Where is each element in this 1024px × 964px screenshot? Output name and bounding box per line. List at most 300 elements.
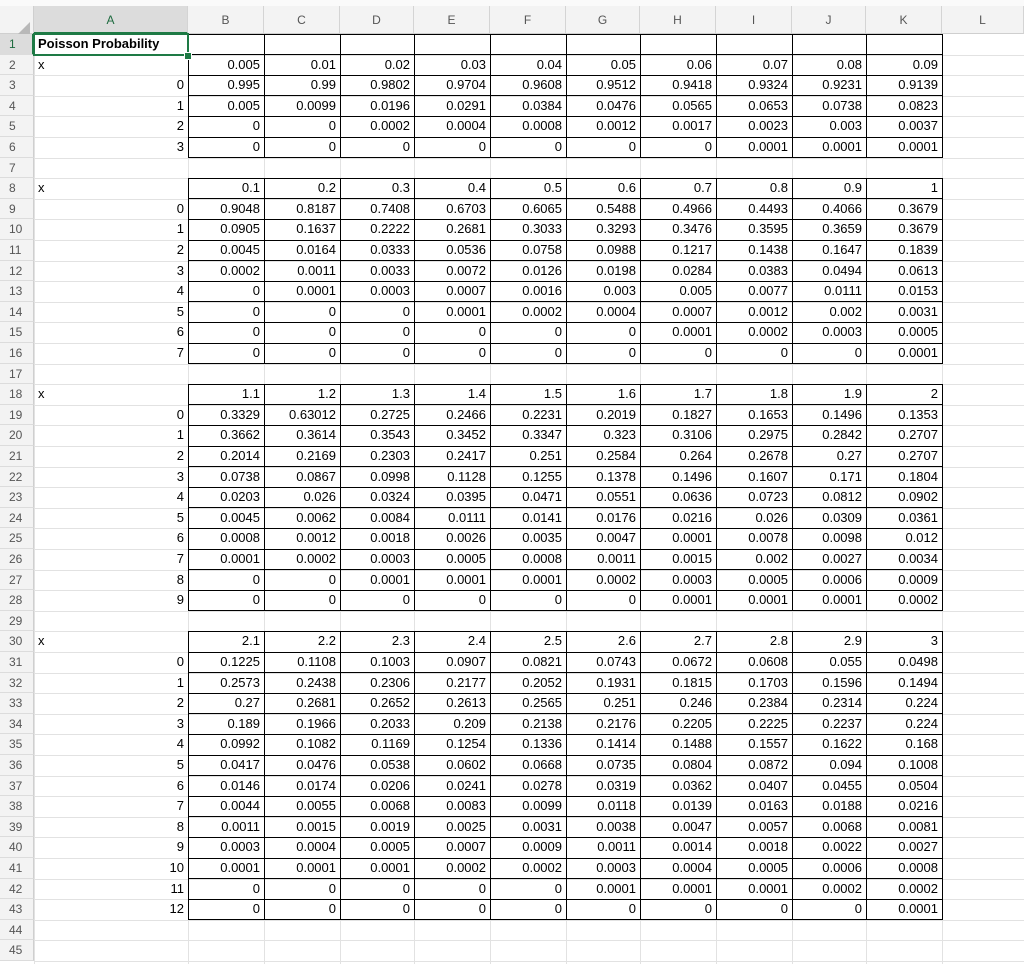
probability-cell[interactable]: 0.4066 (822, 200, 862, 216)
row-header-31[interactable]: 31 (0, 652, 34, 673)
probability-cell[interactable]: 0.0057 (748, 818, 788, 834)
row-header-2[interactable]: 2 (0, 55, 34, 76)
probability-cell[interactable]: 0 (328, 592, 336, 608)
probability-cell[interactable]: 0.0006 (822, 571, 862, 587)
probability-cell[interactable]: 0 (328, 345, 336, 360)
probability-cell[interactable]: 0.0072 (446, 262, 486, 278)
row-header-3[interactable]: 3 (0, 75, 34, 96)
probability-cell[interactable]: 0.0383 (748, 262, 788, 278)
probability-cell[interactable]: 0.2019 (596, 406, 636, 422)
probability-cell[interactable]: 0 (252, 880, 260, 896)
probability-cell[interactable]: 0 (554, 324, 562, 340)
probability-cell[interactable]: 0.1488 (672, 736, 712, 752)
probability-cell[interactable]: 0.0002 (220, 262, 260, 278)
probability-cell[interactable]: 0 (402, 880, 410, 896)
probability-cell[interactable]: 0.1438 (748, 242, 788, 257)
probability-cell[interactable]: 0.323 (603, 427, 636, 443)
x-value[interactable]: 1 (176, 427, 184, 443)
row-header-30[interactable]: 30 (0, 631, 34, 652)
probability-cell[interactable]: 0.0003 (220, 839, 260, 855)
probability-cell[interactable]: 0.1647 (822, 242, 862, 257)
probability-cell[interactable]: 0.0022 (822, 839, 862, 855)
probability-cell[interactable]: 0.3543 (370, 427, 410, 443)
x-value[interactable]: 2 (176, 242, 184, 257)
row-header-1[interactable]: 1 (0, 34, 34, 55)
probability-cell[interactable]: 0.0001 (748, 592, 788, 608)
probability-cell[interactable]: 0.27 (234, 695, 260, 711)
probability-cell[interactable]: 0.0216 (898, 798, 938, 814)
probability-cell[interactable]: 0 (402, 345, 410, 360)
probability-cell[interactable]: 0.3659 (822, 221, 862, 237)
probability-cell[interactable]: 0.0044 (220, 798, 260, 814)
probability-cell[interactable]: 0.0001 (370, 571, 410, 587)
probability-cell[interactable]: 0.1254 (446, 736, 486, 752)
probability-cell[interactable]: 0.9802 (370, 77, 410, 93)
probability-cell[interactable]: 0.0003 (596, 860, 636, 875)
probability-cell[interactable]: 0.0988 (596, 242, 636, 257)
probability-cell[interactable]: 0 (478, 139, 486, 154)
probability-cell[interactable]: 0 (252, 571, 260, 587)
x-value[interactable]: 5 (176, 757, 184, 772)
probability-cell[interactable]: 0.0001 (220, 860, 260, 875)
probability-cell[interactable]: 0.0081 (898, 818, 938, 834)
probability-cell[interactable]: 0 (402, 139, 410, 154)
probability-cell[interactable]: 0.0068 (370, 798, 410, 814)
x-value[interactable]: 3 (176, 715, 184, 731)
probability-cell[interactable]: 0.0872 (748, 757, 788, 772)
lambda-header[interactable]: 1.4 (467, 386, 486, 402)
probability-cell[interactable]: 0.251 (603, 695, 636, 711)
lambda-header[interactable]: 2.8 (769, 633, 788, 649)
probability-cell[interactable]: 0.0198 (596, 262, 636, 278)
probability-cell[interactable]: 0.0362 (672, 777, 712, 793)
probability-cell[interactable]: 0.0002 (748, 324, 788, 340)
probability-cell[interactable]: 0.005 (227, 97, 260, 113)
probability-cell[interactable]: 0 (780, 345, 788, 360)
column-header-j[interactable]: J (792, 6, 866, 34)
probability-cell[interactable]: 0.0004 (296, 839, 336, 855)
probability-cell[interactable]: 0.0018 (370, 530, 410, 546)
probability-cell[interactable]: 0.63012 (289, 406, 336, 422)
probability-cell[interactable]: 0.0867 (296, 468, 336, 484)
probability-cell[interactable]: 0.3679 (898, 221, 938, 237)
probability-cell[interactable]: 0.0027 (822, 551, 862, 566)
row-header-45[interactable]: 45 (0, 940, 34, 961)
probability-cell[interactable]: 0 (478, 592, 486, 608)
probability-cell[interactable]: 0.2707 (898, 427, 938, 443)
probability-cell[interactable]: 0 (554, 139, 562, 154)
probability-cell[interactable]: 0 (704, 901, 712, 917)
probability-cell[interactable]: 0 (554, 880, 562, 896)
probability-cell[interactable]: 0.1496 (822, 406, 862, 422)
probability-cell[interactable]: 0.1557 (748, 736, 788, 752)
lambda-header[interactable]: 0.3 (391, 180, 410, 196)
lambda-header[interactable]: 0.9 (843, 180, 862, 196)
probability-cell[interactable]: 0.0291 (446, 97, 486, 113)
probability-cell[interactable]: 0.0395 (446, 489, 486, 505)
probability-cell[interactable]: 0.0078 (748, 530, 788, 546)
sheet-title[interactable]: Poisson Probability (38, 36, 160, 51)
probability-cell[interactable]: 0 (554, 901, 562, 917)
column-header-b[interactable]: B (188, 6, 264, 34)
row-header-37[interactable]: 37 (0, 776, 34, 797)
column-header-h[interactable]: H (640, 6, 716, 34)
probability-cell[interactable]: 0.3347 (522, 427, 562, 443)
probability-cell[interactable]: 0.0011 (297, 262, 336, 278)
probability-cell[interactable]: 0.2678 (748, 448, 788, 463)
row-header-42[interactable]: 42 (0, 879, 34, 900)
row-header-8[interactable]: 8 (0, 178, 34, 199)
probability-cell[interactable]: 0.0006 (822, 860, 862, 875)
probability-cell[interactable]: 0.0099 (522, 798, 562, 814)
probability-cell[interactable]: 0.0455 (822, 777, 862, 793)
lambda-header[interactable]: 0.7 (693, 180, 712, 196)
probability-cell[interactable]: 0.0015 (296, 818, 336, 834)
probability-cell[interactable]: 0 (478, 324, 486, 340)
probability-cell[interactable]: 0.0668 (522, 757, 562, 772)
probability-cell[interactable]: 0 (628, 901, 636, 917)
probability-cell[interactable]: 0.002 (829, 303, 862, 319)
probability-cell[interactable]: 0.0723 (748, 489, 788, 505)
x-value[interactable]: 2 (176, 118, 184, 134)
column-header-k[interactable]: K (866, 6, 942, 34)
probability-cell[interactable]: 0.0002 (898, 880, 938, 896)
probability-cell[interactable]: 0.2652 (370, 695, 410, 711)
probability-cell[interactable]: 0.3106 (672, 427, 712, 443)
x-value[interactable]: 7 (176, 345, 184, 360)
probability-cell[interactable]: 0 (478, 345, 486, 360)
probability-cell[interactable]: 0.0026 (446, 530, 486, 546)
probability-cell[interactable]: 0.1653 (748, 406, 788, 422)
probability-cell[interactable]: 0.3614 (296, 427, 336, 443)
probability-cell[interactable]: 0.9704 (446, 77, 486, 93)
lambda-header[interactable]: 0.05 (610, 56, 636, 72)
probability-cell[interactable]: 0.99 (310, 77, 336, 93)
probability-cell[interactable]: 0.0992 (220, 736, 260, 752)
row-header-21[interactable]: 21 (0, 446, 34, 467)
probability-cell[interactable]: 0.224 (905, 695, 938, 711)
column-header-l[interactable]: L (942, 6, 1024, 34)
x-value[interactable]: 0 (176, 406, 184, 422)
probability-cell[interactable]: 0.2306 (370, 674, 410, 690)
lambda-header[interactable]: 2.6 (617, 633, 636, 649)
probability-cell[interactable]: 0.0001 (748, 880, 788, 896)
probability-cell[interactable]: 0.1082 (296, 736, 336, 752)
probability-cell[interactable]: 0.0309 (822, 509, 862, 525)
lambda-header[interactable]: 0.8 (769, 180, 788, 196)
probability-cell[interactable]: 0.0011 (597, 551, 636, 566)
probability-cell[interactable]: 0.2417 (446, 448, 486, 463)
probability-cell[interactable]: 0.9418 (672, 77, 712, 93)
probability-cell[interactable]: 0.3679 (898, 200, 938, 216)
probability-cell[interactable]: 0.0002 (596, 571, 636, 587)
row-header-43[interactable]: 43 (0, 899, 34, 920)
probability-cell[interactable]: 0.2177 (446, 674, 486, 690)
probability-cell[interactable]: 0.0001 (672, 880, 712, 896)
x-value[interactable]: 6 (176, 530, 184, 546)
probability-cell[interactable]: 0.0034 (898, 551, 938, 566)
probability-cell[interactable]: 0.0002 (522, 860, 562, 875)
x-value[interactable]: 0 (176, 654, 184, 669)
lambda-header[interactable]: 0.02 (384, 56, 410, 72)
probability-cell[interactable]: 0.003 (829, 118, 862, 134)
x-value[interactable]: 2 (176, 448, 184, 463)
probability-cell[interactable]: 0.0045 (220, 509, 260, 525)
probability-cell[interactable]: 0.0001 (446, 571, 486, 587)
probability-cell[interactable]: 0 (402, 324, 410, 340)
probability-cell[interactable]: 0.0003 (370, 283, 410, 299)
x-value[interactable]: 6 (176, 324, 184, 340)
probability-cell[interactable]: 0.0384 (522, 97, 562, 113)
lambda-header[interactable]: 1.2 (317, 386, 336, 402)
probability-cell[interactable]: 0 (854, 901, 862, 917)
probability-cell[interactable]: 0.0016 (522, 283, 562, 299)
x-value[interactable]: 1 (176, 97, 184, 113)
lambda-header[interactable]: 2.9 (843, 633, 862, 649)
probability-cell[interactable]: 0.0498 (898, 654, 938, 669)
probability-cell[interactable]: 0.1128 (447, 468, 486, 484)
lambda-header[interactable]: 1.9 (843, 386, 862, 402)
probability-cell[interactable]: 0.0031 (522, 818, 562, 834)
probability-cell[interactable]: 0.055 (829, 654, 862, 669)
probability-cell[interactable]: 0.0738 (822, 97, 862, 113)
probability-cell[interactable]: 0.2975 (748, 427, 788, 443)
probability-cell[interactable]: 0 (402, 901, 410, 917)
probability-cell[interactable]: 0.0035 (522, 530, 562, 546)
probability-cell[interactable]: 0.251 (529, 448, 562, 463)
probability-cell[interactable]: 0.0319 (596, 777, 636, 793)
probability-cell[interactable]: 0.0153 (898, 283, 938, 299)
probability-cell[interactable]: 0.3662 (220, 427, 260, 443)
probability-cell[interactable]: 0 (704, 139, 712, 154)
probability-cell[interactable]: 0.0014 (672, 839, 712, 855)
lambda-header[interactable]: 2.4 (467, 633, 486, 649)
x-value[interactable]: 4 (176, 489, 184, 505)
probability-cell[interactable]: 0.1108 (297, 654, 336, 669)
x-value[interactable]: 6 (176, 777, 184, 793)
probability-cell[interactable]: 0.0551 (596, 489, 636, 505)
x-value[interactable]: 5 (176, 303, 184, 319)
probability-cell[interactable]: 0.0002 (898, 592, 938, 608)
row-header-44[interactable]: 44 (0, 920, 34, 941)
probability-cell[interactable]: 0.0012 (748, 303, 788, 319)
probability-cell[interactable]: 0.0037 (898, 118, 938, 134)
column-header-f[interactable]: F (490, 6, 566, 34)
lambda-header[interactable]: 2 (930, 386, 938, 402)
probability-cell[interactable]: 0.0008 (220, 530, 260, 546)
x-label[interactable]: x (38, 56, 45, 72)
column-header-a[interactable]: A (34, 6, 188, 34)
probability-cell[interactable]: 0.0002 (522, 303, 562, 319)
row-header-14[interactable]: 14 (0, 302, 34, 323)
x-value[interactable]: 4 (176, 283, 184, 299)
lambda-header[interactable]: 0.07 (762, 56, 788, 72)
probability-cell[interactable]: 0 (402, 303, 410, 319)
probability-cell[interactable]: 0.0111 (448, 509, 486, 525)
probability-cell[interactable]: 0.0206 (370, 777, 410, 793)
probability-cell[interactable]: 0.005 (679, 283, 712, 299)
x-value[interactable]: 9 (176, 592, 184, 608)
probability-cell[interactable]: 0 (252, 592, 260, 608)
lambda-header[interactable]: 0.4 (467, 180, 486, 196)
probability-cell[interactable]: 0.6065 (522, 200, 562, 216)
probability-cell[interactable]: 0.209 (453, 715, 486, 731)
row-header-28[interactable]: 28 (0, 590, 34, 611)
probability-cell[interactable]: 0.1378 (596, 468, 636, 484)
probability-cell[interactable]: 0.1607 (748, 468, 788, 484)
probability-cell[interactable]: 0 (252, 345, 260, 360)
probability-cell[interactable]: 0.2384 (748, 695, 788, 711)
row-header-4[interactable]: 4 (0, 96, 34, 117)
x-value[interactable]: 9 (176, 839, 184, 855)
probability-cell[interactable]: 0.002 (755, 551, 788, 566)
probability-cell[interactable]: 0.0118 (597, 798, 636, 814)
probability-cell[interactable]: 0.4966 (672, 200, 712, 216)
probability-cell[interactable]: 0.1336 (522, 736, 562, 752)
probability-cell[interactable]: 0.0008 (898, 860, 938, 875)
probability-cell[interactable]: 0.0176 (596, 509, 636, 525)
probability-cell[interactable]: 0.224 (905, 715, 938, 731)
lambda-header[interactable]: 1.7 (693, 386, 712, 402)
probability-cell[interactable]: 0.0015 (672, 551, 712, 566)
row-header-9[interactable]: 9 (0, 199, 34, 220)
probability-cell[interactable]: 0 (628, 324, 636, 340)
lambda-header[interactable]: 0.04 (536, 56, 562, 72)
probability-cell[interactable]: 0.0146 (220, 777, 260, 793)
probability-cell[interactable]: 0.0005 (898, 324, 938, 340)
probability-cell[interactable]: 0.0045 (220, 242, 260, 257)
row-header-25[interactable]: 25 (0, 528, 34, 549)
probability-cell[interactable]: 0.1637 (296, 221, 336, 237)
probability-cell[interactable]: 0.0005 (748, 860, 788, 875)
row-header-18[interactable]: 18 (0, 384, 34, 405)
probability-cell[interactable]: 0.168 (905, 736, 938, 752)
probability-cell[interactable]: 0.246 (679, 695, 712, 711)
probability-cell[interactable]: 0.0001 (220, 551, 260, 566)
probability-cell[interactable]: 0.0174 (296, 777, 336, 793)
probability-cell[interactable]: 0.0476 (296, 757, 336, 772)
probability-cell[interactable]: 0 (328, 118, 336, 134)
probability-cell[interactable]: 0 (252, 139, 260, 154)
lambda-header[interactable]: 0.005 (227, 56, 260, 72)
row-header-23[interactable]: 23 (0, 487, 34, 508)
probability-cell[interactable]: 0 (328, 303, 336, 319)
row-header-32[interactable]: 32 (0, 673, 34, 694)
lambda-header[interactable]: 0.2 (317, 180, 336, 196)
x-value[interactable]: 10 (169, 860, 184, 875)
probability-cell[interactable]: 0.0068 (822, 818, 862, 834)
probability-cell[interactable]: 0.9048 (220, 200, 260, 216)
column-header-c[interactable]: C (264, 6, 340, 34)
lambda-header[interactable]: 3 (930, 633, 938, 649)
probability-cell[interactable]: 0.0001 (898, 139, 938, 154)
probability-cell[interactable]: 0.0804 (672, 757, 712, 772)
probability-cell[interactable]: 0.0536 (446, 242, 486, 257)
probability-cell[interactable]: 0.1225 (220, 654, 260, 669)
probability-cell[interactable]: 0.1008 (898, 757, 938, 772)
probability-cell[interactable]: 0.0031 (898, 303, 938, 319)
probability-cell[interactable]: 0.2138 (522, 715, 562, 731)
fill-handle[interactable] (184, 52, 192, 60)
probability-cell[interactable]: 0.0672 (672, 654, 712, 669)
probability-cell[interactable]: 0.0002 (370, 118, 410, 134)
x-value[interactable]: 7 (176, 798, 184, 814)
x-value[interactable]: 3 (176, 468, 184, 484)
probability-cell[interactable]: 0.0007 (446, 283, 486, 299)
row-header-38[interactable]: 38 (0, 796, 34, 817)
probability-cell[interactable]: 0.2169 (296, 448, 336, 463)
row-header-11[interactable]: 11 (0, 240, 34, 261)
probability-cell[interactable]: 0.0007 (672, 303, 712, 319)
probability-cell[interactable]: 0 (328, 880, 336, 896)
probability-cell[interactable]: 0 (628, 592, 636, 608)
probability-cell[interactable]: 0.0005 (446, 551, 486, 566)
probability-cell[interactable]: 0.3293 (596, 221, 636, 237)
probability-cell[interactable]: 0.0033 (370, 262, 410, 278)
probability-cell[interactable]: 0.1353 (898, 406, 938, 422)
probability-cell[interactable]: 0.0038 (596, 818, 636, 834)
x-value[interactable]: 7 (176, 551, 184, 566)
column-header-g[interactable]: G (566, 6, 640, 34)
probability-cell[interactable]: 0.189 (227, 715, 260, 731)
row-header-5[interactable]: 5 (0, 116, 34, 137)
probability-cell[interactable]: 0.0077 (748, 283, 788, 299)
probability-cell[interactable]: 0 (252, 324, 260, 340)
probability-cell[interactable]: 0.2205 (672, 715, 712, 731)
probability-cell[interactable]: 0.0602 (446, 757, 486, 772)
probability-cell[interactable]: 0.0278 (522, 777, 562, 793)
probability-cell[interactable]: 0.1703 (748, 674, 788, 690)
probability-cell[interactable]: 0.0196 (370, 97, 410, 113)
probability-cell[interactable]: 0.0111 (824, 283, 862, 299)
probability-cell[interactable]: 0.0012 (596, 118, 636, 134)
row-header-27[interactable]: 27 (0, 570, 34, 591)
probability-cell[interactable]: 0.0001 (748, 139, 788, 154)
probability-cell[interactable]: 0.9512 (596, 77, 636, 93)
probability-cell[interactable]: 0 (252, 901, 260, 917)
lambda-header[interactable]: 2.1 (241, 633, 260, 649)
probability-cell[interactable]: 0.0613 (898, 262, 938, 278)
probability-cell[interactable]: 0.0083 (446, 798, 486, 814)
probability-cell[interactable]: 0.0003 (822, 324, 862, 340)
probability-cell[interactable]: 0.0565 (672, 97, 712, 113)
probability-cell[interactable]: 0.2303 (370, 448, 410, 463)
probability-cell[interactable]: 0.0009 (522, 839, 562, 855)
probability-cell[interactable]: 0.0012 (296, 530, 336, 546)
probability-cell[interactable]: 0.2176 (596, 715, 636, 731)
row-header-13[interactable]: 13 (0, 281, 34, 302)
probability-cell[interactable]: 0.0812 (822, 489, 862, 505)
probability-cell[interactable]: 0.0017 (672, 118, 712, 134)
probability-cell[interactable]: 0.0027 (898, 839, 938, 855)
probability-cell[interactable]: 0.0163 (748, 798, 788, 814)
probability-cell[interactable]: 0.0001 (296, 860, 336, 875)
probability-cell[interactable]: 0.9139 (898, 77, 938, 93)
x-value[interactable]: 12 (169, 901, 184, 917)
probability-cell[interactable]: 0.0738 (220, 468, 260, 484)
probability-cell[interactable]: 0 (554, 345, 562, 360)
probability-cell[interactable]: 0 (328, 324, 336, 340)
probability-cell[interactable]: 0.0216 (672, 509, 712, 525)
probability-cell[interactable]: 0.0476 (596, 97, 636, 113)
probability-cell[interactable]: 0.0008 (522, 118, 562, 134)
probability-cell[interactable]: 0.2573 (220, 674, 260, 690)
probability-cell[interactable]: 0.0188 (822, 798, 862, 814)
probability-cell[interactable]: 0.2231 (522, 406, 562, 422)
probability-cell[interactable]: 0 (704, 345, 712, 360)
probability-cell[interactable]: 0.9608 (522, 77, 562, 93)
probability-cell[interactable]: 0.0001 (370, 860, 410, 875)
